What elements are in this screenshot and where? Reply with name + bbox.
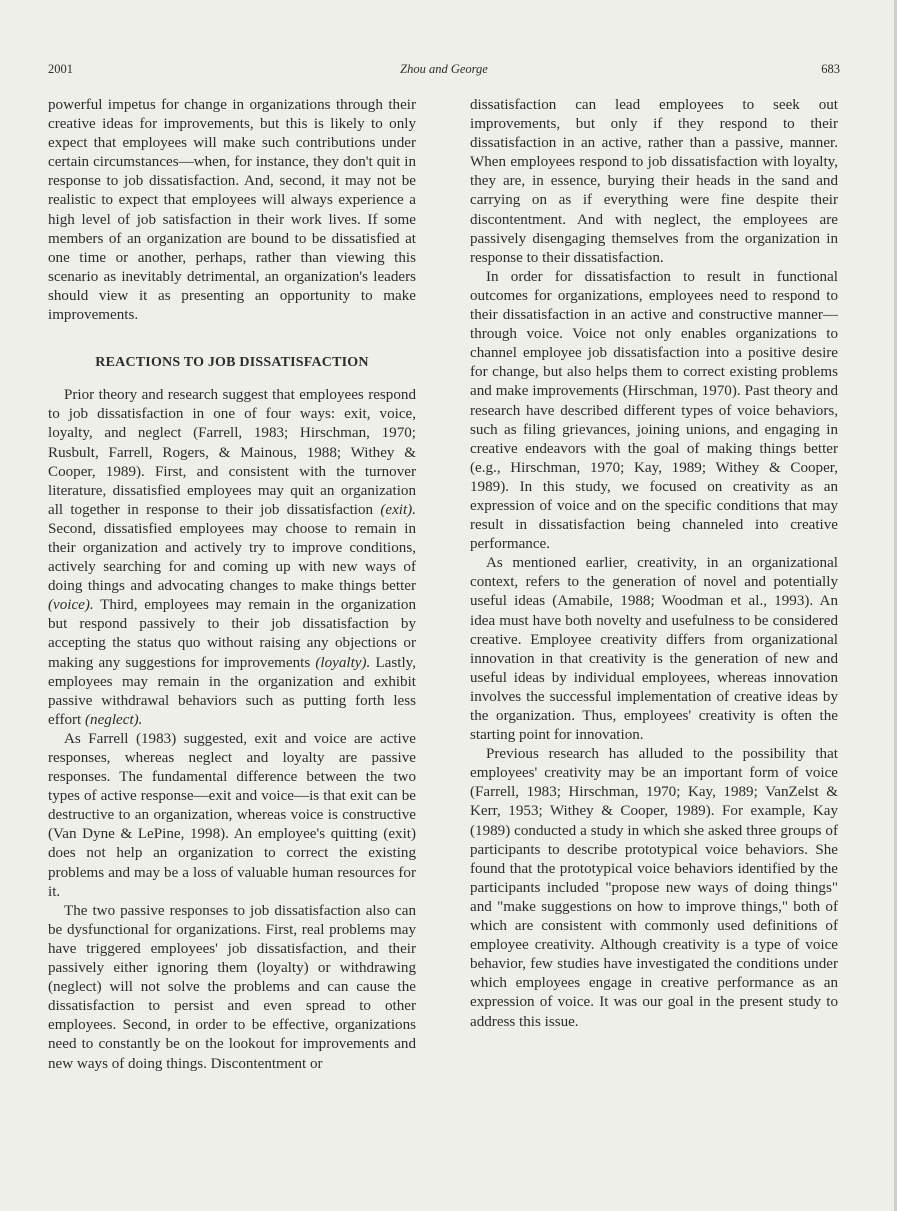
- term-voice: (voice).: [48, 597, 94, 614]
- header-page-number: 683: [821, 62, 840, 76]
- header-running-title: Zhou and George: [400, 62, 488, 76]
- text-run: Lastly, employees may remain in the organization and exhibit passive withdrawal behaviors such as putting forth less effort: [48, 654, 416, 728]
- text-run: Second, dissatisfied employees may choose to remain in their organization and actively try to improve conditions, actively searching for and coming up with new ways of doing things and advocating changes to make things better: [48, 520, 416, 595]
- text-run: Third, employees may remain in the organization but respond passively to their job dissatisfaction by accepting the status quo without raising any objections or making any suggestions for improvements: [48, 597, 416, 671]
- section-heading: REACTIONS TO JOB DISSATISFACTION: [95, 355, 369, 371]
- term-loyalty: (loyalty).: [315, 654, 371, 671]
- term-neglect: (neglect).: [85, 711, 143, 728]
- text-run: Prior theory and research suggest that employees respond to job dissatisfaction in one of four ways: exit, voice, loyalty, and neglect (Farrell, 1983; Hirschman, 1970; Rusbult, Farrell, Rogers, & Mainous, 1988; Withey & Cooper, 1989). First, and consistent with the turnover literature, dissatisfied employees may quit an organization all together in response to their job dissatisfaction: [48, 387, 416, 518]
- term-exit: (exit).: [380, 501, 416, 518]
- right-paragraph-3: As mentioned earlier, creativity, in an organizational context, refers to the generation of novel and potentially useful ideas (Amabile, 1988; Woodman et al., 1993). An idea must have both novelty and usefulness to be considered creative. Employee creativity differs from organizational innovation in that creativity is the generation of new and useful ideas by individual employees, whereas innovation involves the successful implementation of creative ideas by the organization. Thus, employees' creativity is often the starting point for innovation.: [470, 555, 838, 744]
- left-paragraph-4: The two passive responses to job dissatisfaction also can be dysfunctional for organizations. First, real problems may have triggered employees' job dissatisfaction, and their passively either ignoring them (loyalty) or withdrawing (neglect) will not solve the problems and can cause the dissatisfaction to persist and even spread to other employees. Second, in order to be effective, organizations need to constantly be on the lookout for improvements and new ways of doing things. Discontentment or: [48, 902, 416, 1072]
- right-paragraph-1: dissatisfaction can lead employees to seek out improvements, but only if they respond to their dissatisfaction in an active, rather than a passive, manner. When employees respond to job dissatisfaction with loyalty, they are, in essence, burying their heads in the sand and carrying on as if everything were fine despite their discontentment. And with neglect, the employees are passively disengaging themselves from the organization in response to their dissatisfaction.: [470, 97, 838, 266]
- running-header: [48, 62, 840, 80]
- right-paragraph-2: In order for dissatisfaction to result in functional outcomes for organizations, employees need to respond to their dissatisfaction in an active and constructive manner—through voice. Voice not only enables organizations to channel employee job dissatisfaction into a positive desire for change, but also helps them to correct existing problems and make improvements (Hirschman, 1970). Past theory and research have described different types of voice behaviors, such as filing grievances, joining unions, and engaging in creative endeavors with the goal of making things better (e.g., Hirschman, 1970; Kay, 1989; Withey & Cooper, 1989). In this study, we focused on creativity as an expression of voice and on the specific conditions that may result in dissatisfaction being channeled into creative performance.: [470, 268, 838, 553]
- left-paragraph-3: As Farrell (1983) suggested, exit and voice are active responses, whereas neglect and loyalty are passive responses. The fundamental difference between the two types of active response—exit and voice—is that exit can be destructive to an organization, whereas voice is constructive (Van Dyne & LePine, 1998). An employee's quitting (exit) does not help an organization to correct the existing problems and may be a loss of valuable human resources for it.: [48, 730, 416, 900]
- left-paragraph-1: powerful impetus for change in organizations through their creative ideas for improvements, but this is likely to only expect that employees will make such contributions under certain circumstances—when, for instance, they don't quit in response to job dissatisfaction. And, second, it may not be realistic to expect that employees will always experience a high level of job satisfaction in their work lives. If some members of an organization are bound to be dissatisfied at one time or another, perhaps, rather than viewing this scenario as inevitably detrimental, an organization's leaders should view it as presenting an opportunity to make improvements.: [48, 97, 416, 324]
- left-column: [48, 96, 416, 1074]
- header-year: 2001: [48, 62, 73, 76]
- left-paragraph-2: [48, 386, 416, 730]
- right-paragraph-4: Previous research has alluded to the possibility that employees' creativity may be an important form of voice (Farrell, 1983; Hirschman, 1970; Kay, 1989; VanZelst & Kerr, 1953; Withey & Cooper, 1989). For example, Kay (1989) conducted a study in which she asked three groups of participants to describe prototypical voice behaviors. She found that the prototypical voice behaviors identified by the participants included "propose new ways of doing things" and "make suggestions on how to improve things," both of which are consistent with commonly used definitions of employee creativity. Although creativity is a type of voice behavior, few studies have investigated the conditions under which employees engage in creative performance as an expression of voice. It was our goal in the present study to address this issue.: [470, 746, 838, 1030]
- right-column: [470, 96, 838, 1032]
